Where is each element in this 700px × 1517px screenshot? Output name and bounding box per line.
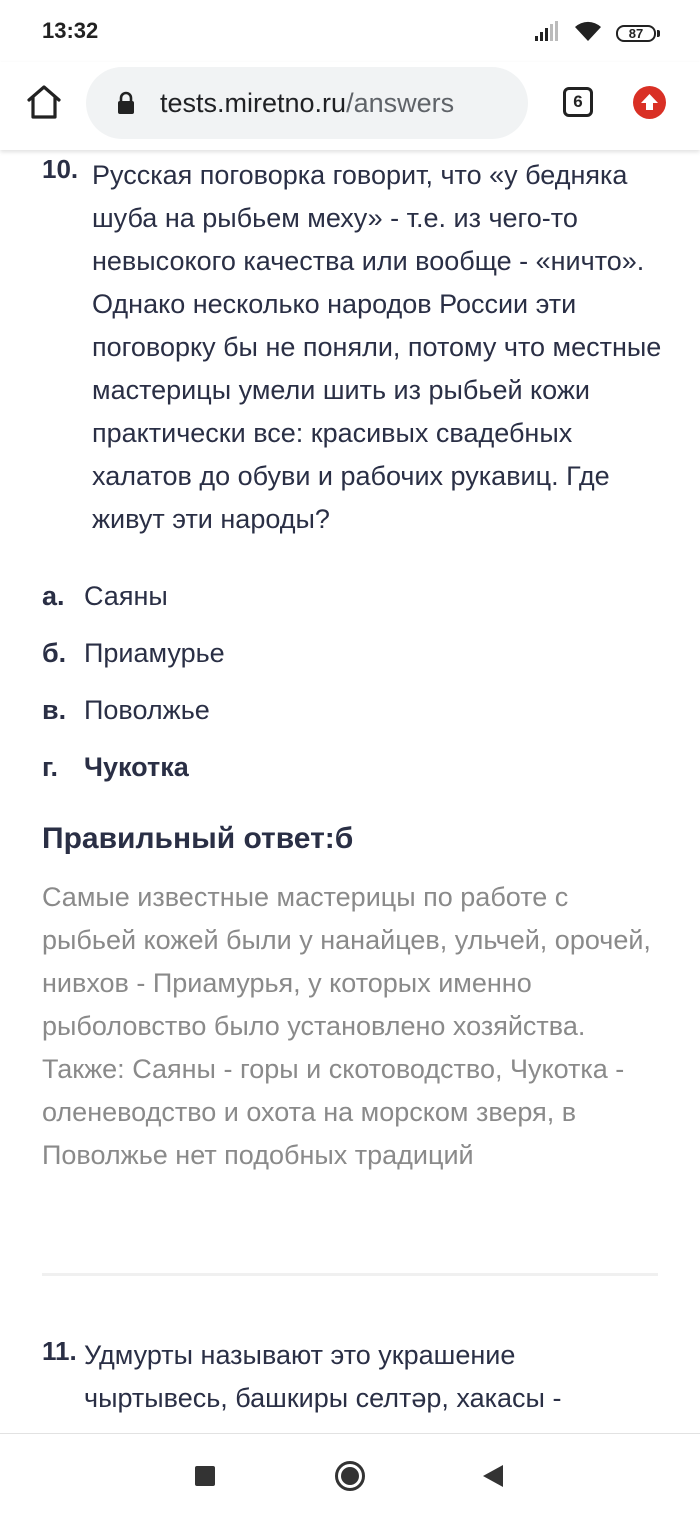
- back-icon[interactable]: [482, 1464, 504, 1488]
- page-content: [0, 150, 700, 1433]
- answer-text: Поволжье: [84, 695, 210, 725]
- status-icons: [534, 20, 660, 47]
- answer-text: Чукотка: [84, 752, 189, 782]
- answer-text: Саяны: [84, 581, 168, 611]
- divider: [42, 1273, 658, 1276]
- tabs-icon[interactable]: 6: [563, 87, 593, 117]
- url-bar[interactable]: [86, 67, 528, 139]
- home-icon[interactable]: [24, 82, 64, 122]
- wifi-icon: [574, 20, 602, 47]
- question-text: Русская поговорка говорит, что «у бедняка шуба на рыбьем меху» - т.е. из чего-то невысокого качества или вообще - «ничто». Однако несколько народов России эти поговорку бы не поняли, потому что местные мастерицы умели шить из рыбьей кожи практически все: красивых свадебных халатов до обуви и рабочих рукавиц. Где живут эти народы?: [92, 160, 662, 534]
- question-text: Удмурты называют это украшение чыртывесь, башкиры селтәр, хакасы -: [84, 1340, 562, 1413]
- nav-home-icon[interactable]: [334, 1460, 366, 1492]
- lock-icon[interactable]: [116, 91, 136, 115]
- answer-option-b[interactable]: [42, 625, 662, 682]
- question-number: 11.: [42, 1336, 77, 1366]
- battery-level: 87: [616, 25, 656, 42]
- recent-apps-icon[interactable]: [195, 1466, 215, 1486]
- update-icon[interactable]: [633, 86, 666, 119]
- signal-icon: [534, 21, 560, 46]
- answer-option-v[interactable]: [42, 682, 662, 739]
- system-nav-bar: [0, 1433, 700, 1517]
- battery-icon: [616, 25, 660, 42]
- status-bar: [0, 0, 700, 62]
- question-10: [42, 154, 662, 541]
- answer-letter: в.: [42, 695, 67, 725]
- question-number: 10.: [42, 154, 79, 184]
- url-text[interactable]: [160, 88, 454, 119]
- url-domain: tests.miretno.ru: [160, 88, 347, 118]
- question-11: [42, 1334, 662, 1420]
- answer-list: [42, 568, 662, 796]
- status-time: 13:32: [42, 18, 99, 43]
- correct-answer-title: Правильный ответ:б: [42, 822, 354, 855]
- browser-toolbar: [0, 62, 700, 150]
- answer-text: Приамурье: [84, 638, 225, 668]
- answer-option-a[interactable]: [42, 568, 662, 625]
- answer-letter: г.: [42, 752, 59, 782]
- answer-letter: б.: [42, 638, 67, 668]
- answer-option-g[interactable]: [42, 739, 662, 796]
- answer-explanation: Самые известные мастерицы по работе с рыбьей кожей были у нанайцев, ульчей, орочей, нивхов - Приамурья, у которых именно рыболовство было установлено хозяйства. Также: Саяны - горы и скотоводство, Чукотка - оленеводство и охота на морском зверя, в Поволжье нет подобных традиций: [42, 882, 651, 1170]
- answer-letter: а.: [42, 581, 65, 611]
- url-path: /answers: [346, 88, 455, 118]
